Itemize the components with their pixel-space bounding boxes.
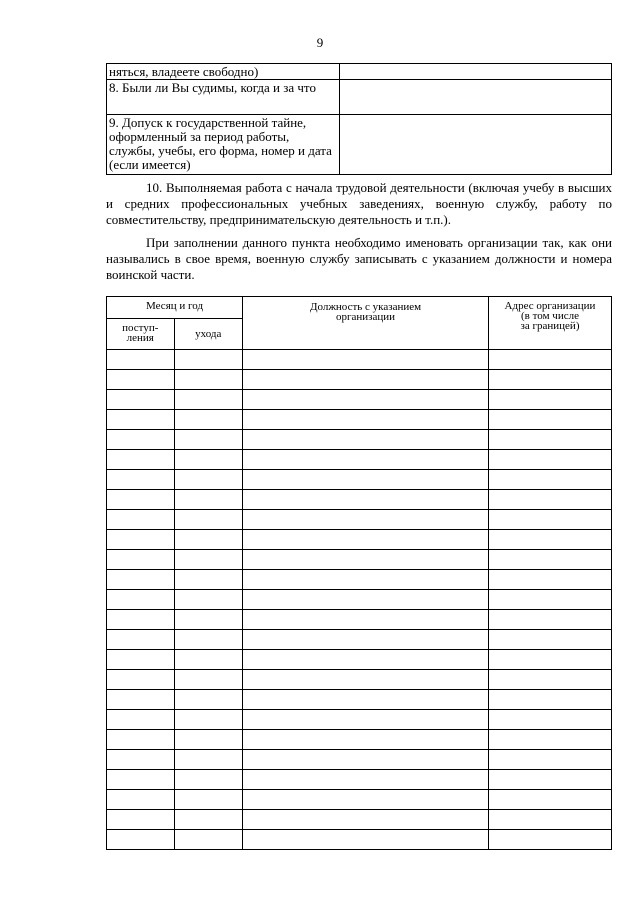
table-cell[interactable] <box>107 570 175 590</box>
table-row <box>107 390 612 410</box>
table-row <box>107 650 612 670</box>
question-label: 9. Допуск к государственной тайне, оформленный за период работы, службы, учебы, его форма, номер и дата (если имеется) <box>107 115 340 175</box>
table-cell[interactable] <box>489 370 612 390</box>
table-row <box>107 610 612 630</box>
table-cell[interactable] <box>489 730 612 750</box>
table-cell[interactable] <box>489 670 612 690</box>
paragraph-instructions: При заполнении данного пункта необходимо именовать организации так, как они назывались в свое время, военную службу записывать с указанием должности и номера воинской части. <box>106 235 612 282</box>
work-history-table <box>106 296 612 850</box>
table-row <box>107 570 612 590</box>
table-cell[interactable] <box>174 570 243 590</box>
table-cell[interactable] <box>243 350 489 370</box>
table-cell[interactable] <box>243 670 489 690</box>
table-row <box>107 370 612 390</box>
table-cell[interactable] <box>107 750 175 770</box>
table-cell[interactable] <box>243 530 489 550</box>
table-cell[interactable] <box>107 530 175 550</box>
table-cell[interactable] <box>174 410 243 430</box>
table-cell[interactable] <box>174 650 243 670</box>
table-cell[interactable] <box>243 610 489 630</box>
table-cell[interactable] <box>489 610 612 630</box>
question-row <box>107 64 612 80</box>
table-cell[interactable] <box>243 570 489 590</box>
table-row <box>107 730 612 750</box>
questionnaire-table <box>106 63 612 175</box>
table-row <box>107 710 612 730</box>
table-cell[interactable] <box>243 690 489 710</box>
table-cell[interactable] <box>243 630 489 650</box>
table-cell[interactable] <box>174 690 243 710</box>
table-row <box>107 470 612 490</box>
table-cell[interactable] <box>107 550 175 570</box>
table-cell[interactable] <box>107 390 175 410</box>
table-row <box>107 830 612 850</box>
table-cell[interactable] <box>107 810 175 830</box>
table-cell[interactable] <box>243 710 489 730</box>
table-cell[interactable] <box>174 610 243 630</box>
table-cell[interactable] <box>107 690 175 710</box>
table-cell[interactable] <box>489 770 612 790</box>
header-address: Адрес организации (в том числе за границей) <box>489 297 612 350</box>
table-cell[interactable] <box>107 510 175 530</box>
table-cell[interactable] <box>107 630 175 650</box>
table-cell[interactable] <box>174 790 243 810</box>
table-cell[interactable] <box>174 810 243 830</box>
table-row <box>107 490 612 510</box>
question-row <box>107 80 612 115</box>
table-cell[interactable] <box>107 790 175 810</box>
answer-field[interactable] <box>340 64 612 80</box>
table-row <box>107 630 612 650</box>
table-cell[interactable] <box>489 570 612 590</box>
table-cell[interactable] <box>174 430 243 450</box>
table-cell[interactable] <box>174 450 243 470</box>
table-cell[interactable] <box>489 810 612 830</box>
table-cell[interactable] <box>489 410 612 430</box>
table-cell[interactable] <box>489 710 612 730</box>
table-cell[interactable] <box>107 610 175 630</box>
table-cell[interactable] <box>489 470 612 490</box>
table-cell[interactable] <box>174 390 243 410</box>
table-cell[interactable] <box>243 510 489 530</box>
table-row <box>107 450 612 470</box>
question-row <box>107 115 612 175</box>
table-cell[interactable] <box>489 550 612 570</box>
page-number: 9 <box>316 35 324 50</box>
table-row <box>107 670 612 690</box>
question-label: 8. Были ли Вы судимы, когда и за что <box>107 80 340 115</box>
table-cell[interactable] <box>489 450 612 470</box>
table-cell[interactable] <box>489 390 612 410</box>
table-cell[interactable] <box>243 830 489 850</box>
table-cell[interactable] <box>107 650 175 670</box>
table-cell[interactable] <box>489 530 612 550</box>
table-cell[interactable] <box>243 390 489 410</box>
table-row <box>107 550 612 570</box>
table-cell[interactable] <box>107 710 175 730</box>
header-position: Должность с указанием организации <box>243 297 489 350</box>
table-cell[interactable] <box>107 590 175 610</box>
table-cell[interactable] <box>174 630 243 650</box>
table-cell[interactable] <box>107 450 175 470</box>
table-cell[interactable] <box>243 450 489 470</box>
table-cell[interactable] <box>243 410 489 430</box>
table-row <box>107 590 612 610</box>
table-cell[interactable] <box>489 510 612 530</box>
table-cell[interactable] <box>174 750 243 770</box>
answer-field[interactable] <box>340 115 612 175</box>
table-cell[interactable] <box>174 530 243 550</box>
table-cell[interactable] <box>243 750 489 770</box>
table-cell[interactable] <box>174 710 243 730</box>
table-cell[interactable] <box>174 730 243 750</box>
table-cell[interactable] <box>107 770 175 790</box>
table-cell[interactable] <box>489 750 612 770</box>
header-start: поступ- ления <box>107 319 175 350</box>
table-cell[interactable] <box>107 830 175 850</box>
table-cell[interactable] <box>174 510 243 530</box>
table-cell[interactable] <box>107 490 175 510</box>
table-cell[interactable] <box>174 370 243 390</box>
table-row <box>107 750 612 770</box>
table-cell[interactable] <box>107 730 175 750</box>
table-cell[interactable] <box>243 790 489 810</box>
table-cell[interactable] <box>174 770 243 790</box>
table-row <box>107 530 612 550</box>
table-row <box>107 350 612 370</box>
table-cell[interactable] <box>243 650 489 670</box>
table-cell[interactable] <box>174 590 243 610</box>
table-cell[interactable] <box>174 830 243 850</box>
table-cell[interactable] <box>174 350 243 370</box>
table-cell[interactable] <box>107 410 175 430</box>
table-cell[interactable] <box>489 690 612 710</box>
table-row <box>107 430 612 450</box>
table-cell[interactable] <box>243 770 489 790</box>
question-label: няться, владеете свободно) <box>107 64 340 80</box>
table-row <box>107 690 612 710</box>
header-end: ухода <box>174 319 243 350</box>
table-cell[interactable] <box>243 430 489 450</box>
table-cell[interactable] <box>243 470 489 490</box>
table-row <box>107 810 612 830</box>
table-cell[interactable] <box>174 550 243 570</box>
table-cell[interactable] <box>489 830 612 850</box>
table-cell[interactable] <box>489 430 612 450</box>
table-cell[interactable] <box>489 630 612 650</box>
paragraph-work-history: 10. Выполняемая работа с начала трудовой деятельности (включая учебу в высших и средних профессиональных учебных заведениях, военную службу, работу по совместительству, предпринимательскую деятельность и т.п.). <box>106 180 612 227</box>
table-row <box>107 410 612 430</box>
answer-field[interactable] <box>340 80 612 115</box>
table-row <box>107 770 612 790</box>
table-cell[interactable] <box>107 470 175 490</box>
table-cell[interactable] <box>243 370 489 390</box>
table-cell[interactable] <box>243 730 489 750</box>
table-cell[interactable] <box>243 490 489 510</box>
table-cell[interactable] <box>243 590 489 610</box>
table-cell[interactable] <box>489 650 612 670</box>
table-cell[interactable] <box>174 470 243 490</box>
table-cell[interactable] <box>489 490 612 510</box>
table-cell[interactable] <box>489 590 612 610</box>
table-cell[interactable] <box>107 430 175 450</box>
table-cell[interactable] <box>174 670 243 690</box>
table-row <box>107 510 612 530</box>
table-cell[interactable] <box>489 350 612 370</box>
table-cell[interactable] <box>243 550 489 570</box>
table-cell[interactable] <box>107 670 175 690</box>
table-cell[interactable] <box>174 490 243 510</box>
table-cell[interactable] <box>107 350 175 370</box>
table-row <box>107 790 612 810</box>
table-cell[interactable] <box>489 790 612 810</box>
table-cell[interactable] <box>107 370 175 390</box>
table-cell[interactable] <box>243 810 489 830</box>
header-month-year: Месяц и год <box>107 297 243 319</box>
